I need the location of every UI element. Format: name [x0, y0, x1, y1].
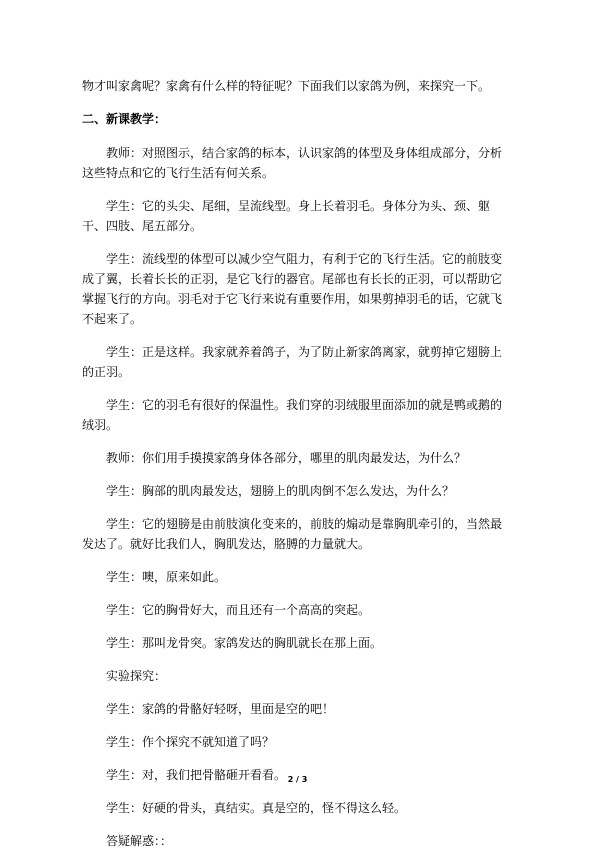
page-number: 2 / 3 [287, 775, 308, 784]
dialogue-paragraph: 学生：那叫龙骨突。家鸽发达的胸肌就长在那上面。 [106, 636, 383, 650]
dialogue-paragraph: 答疑解惑：： [106, 834, 173, 848]
dialogue-paragraph: 教师：你们用手摸摸家鸽身体各部分，哪里的肌肉最发达，为什么？ [106, 451, 467, 465]
dialogue-paragraph: 学生：它的胸骨好大，而且还有一个高高的突起。 [106, 603, 371, 617]
dialogue-paragraph: 学生：家鸽的骨骼好轻呀，里面是空的吧！ [106, 702, 335, 716]
dialogue-paragraph: 学生：胸部的肌肉最发达，翅膀上的肌肉倒不怎么发达，为什么？ [106, 484, 455, 498]
continuation-text: 物才叫家禽呢？家禽有什么样的特征呢？下面我们以家鸽为例，来探究一下。 [82, 79, 491, 93]
dialogue-paragraph: 学生：噢，原来如此。 [106, 570, 227, 584]
dialogue-paragraph: 学生：它的羽毛有很好的保温性。我们穿的羽绒服里面添加的就是鸭或鹅的绒羽。 [82, 398, 503, 432]
dialogue-paragraph: 学生：它的头尖、尾细，呈流线型。身上长着羽毛。身体分为头、颈、躯干、四肢、尾五部分。 [82, 199, 491, 233]
dialogue-paragraph: 学生：正是这样。我家就养着鸽子，为了防止新家鸽离家，就剪掉它翅膀上的正羽。 [82, 345, 503, 379]
paragraph-list [82, 143, 513, 851]
dialogue-paragraph: 学生：对，我们把骨骼砸开看看。 [106, 768, 287, 782]
section-heading: 二、新课教学： [82, 112, 167, 126]
dialogue-paragraph: 学生：流线型的体型可以减少空气阻力，有利于它的飞行生活。它的前肢变成了翼，长着长长的正羽，是它飞行的器官。尾部也有长长的正羽，可以帮助它掌握飞行的方向。羽毛对于它飞行来说有重要作用，如果剪掉羽毛的话，它就飞不起来了。 [82, 252, 503, 326]
dialogue-paragraph: 学生：它的翅膀是由前肢演化变来的，前肢的煽动是靠胸肌牵引的，当然最发达了。就好比我们人，胸肌发达，胳膊的力量就大。 [82, 517, 503, 551]
dialogue-paragraph: 实验探究： [106, 669, 167, 683]
dialogue-paragraph: 学生：作个探究不就知道了吗？ [106, 735, 275, 749]
dialogue-paragraph: 学生：好硬的骨头，真结实。真是空的，怪不得这么轻。 [106, 801, 407, 815]
dialogue-paragraph: 教师：对照图示，结合家鸽的标本，认识家鸽的体型及身体组成部分，分析这些特点和它的飞行生活有何关系。 [82, 146, 503, 180]
